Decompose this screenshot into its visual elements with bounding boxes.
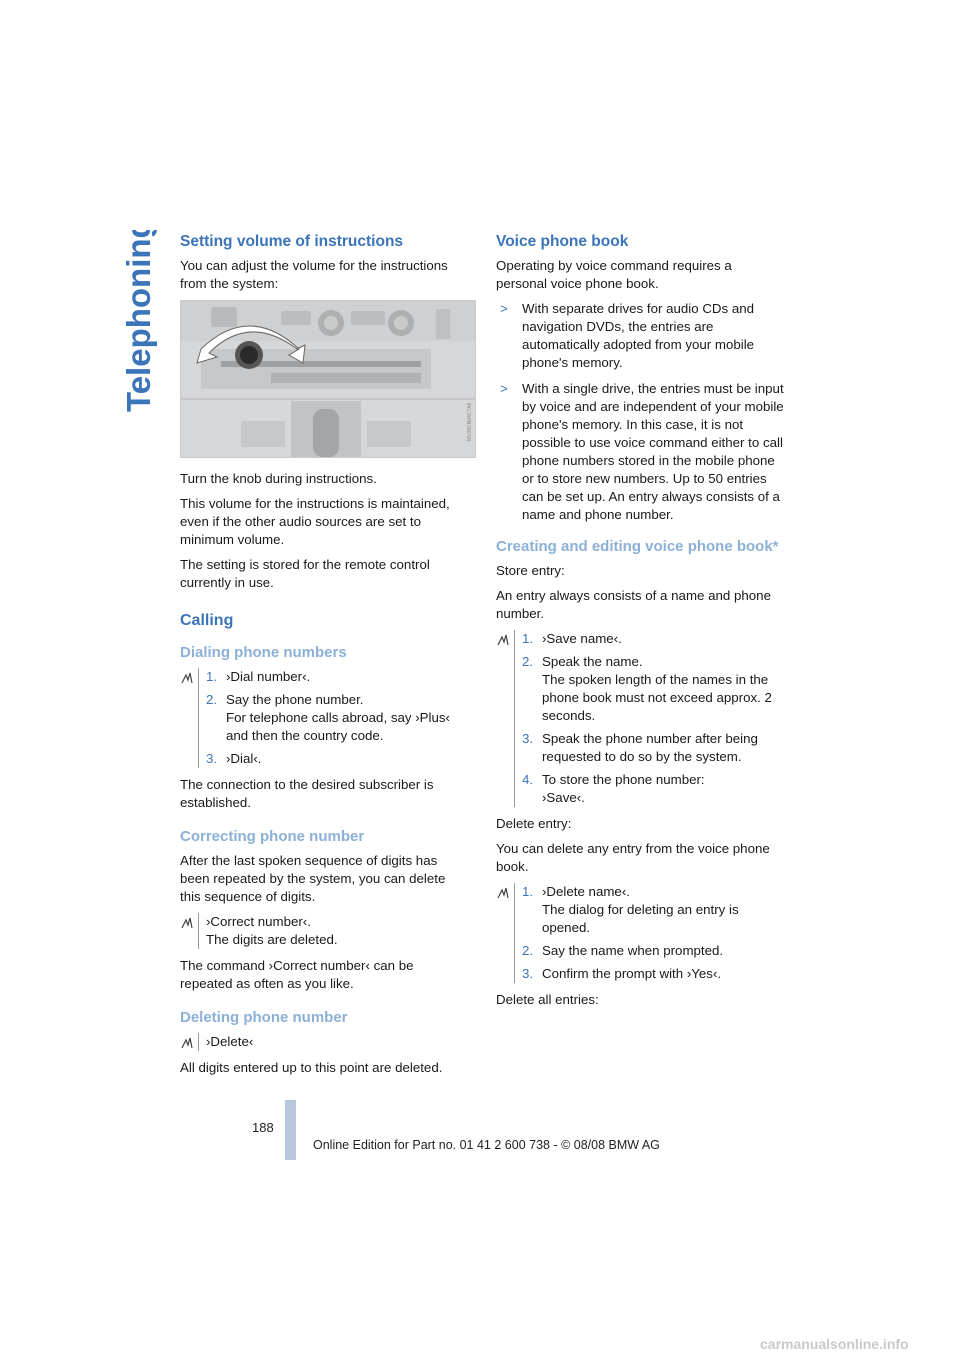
p-correcting: After the last spoken sequence of digits has been repeated by the system, you can delete this sequence of digits. [180, 853, 446, 904]
voice-block-delete-entry: 1. ›Delete name‹. The dialog for deleting an entry is opened. 2. Say the name when prompted. 3. Confirm the prompt with ›Yes‹. [496, 883, 786, 983]
p-delete-all: Delete all entries: [496, 992, 599, 1007]
heading-voice-book: Voice phone book [496, 233, 629, 250]
voice-command-icon [496, 633, 510, 647]
side-title-text: Telephoning [120, 230, 157, 412]
voice-block-delete: ›Delete‹ [180, 1033, 462, 1051]
heading-deleting: Deleting phone number [180, 1009, 348, 1026]
p-delete-entry: Delete entry: [496, 816, 572, 831]
p-store-entry: Store entry: [496, 563, 565, 578]
figure-code: MV08CN04C7A6 [467, 402, 473, 441]
heading-dialing: Dialing phone numbers [180, 644, 347, 661]
footer-edition: Online Edition for Part no. 01 41 2 600 738 - © 08/08 BMW AG [313, 1138, 660, 1152]
dial-step: 1. ›Dial number‹. [206, 669, 311, 684]
voice-command-icon [180, 1036, 194, 1050]
left-column [180, 232, 473, 1084]
voice-block-dial [180, 668, 462, 768]
p-connection: The connection to the desired subscriber is established. [180, 777, 434, 810]
right-column [496, 232, 786, 1016]
bullet-item: > With separate drives for audio CDs and navigation DVDs, the entries are automatically adopted from your mobile phone's memory. [500, 301, 755, 370]
p-volume-intro: You can adjust the volume for the instructions from the system: [180, 258, 448, 291]
side-title [110, 230, 160, 420]
dial-step: 3. ›Dial‹. [206, 751, 262, 766]
p-entry-consists: An entry always consists of a name and phone number. [496, 588, 771, 621]
p-can-delete: You can delete any entry from the voice phone book. [496, 841, 770, 874]
heading-creating: Creating and editing voice phone book* [496, 538, 779, 555]
p-turn-knob: Turn the knob during instructions. [180, 471, 377, 486]
voice-command-icon [180, 916, 194, 930]
p-voice-intro: Operating by voice command requires a personal voice phone book. [496, 258, 732, 291]
watermark: carmanualsonline.info [760, 1336, 909, 1352]
control-panel-image [180, 300, 476, 458]
p-stored: The setting is stored for the remote control currently in use. [180, 557, 430, 590]
dial-step: 2. Say the phone number. For telephone calls abroad, say ›Plus‹ and then the country code. [206, 692, 450, 743]
voice-block-save: 1. ›Save name‹. 2. Speak the name. The spoken length of the names in the phone book must not exceed approx. 2 seconds. 3. Speak the phone number after being requested to do so by the system. 4. To store the phone number: ›Save‹. [496, 630, 786, 807]
heading-correcting: Correcting phone number [180, 828, 365, 845]
p-repeat: The command ›Correct number‹ can be repeated as often as you like. [180, 958, 414, 991]
p-maintained: This volume for the instructions is maintained, even if the other audio sources are set to minimum volume. [180, 496, 450, 547]
voice-command-icon [180, 671, 194, 685]
p-all-deleted: All digits entered up to this point are deleted. [180, 1060, 443, 1075]
voice-block-correct: ›Correct number‹. The digits are deleted. [180, 913, 462, 949]
footer-accent-bar [285, 1100, 296, 1160]
voice-command-icon [496, 886, 510, 900]
page-number: 188 [252, 1120, 274, 1135]
heading-calling: Calling [180, 612, 234, 629]
heading-volume: Setting volume of instructions [180, 233, 404, 250]
bullet-item: > With a single drive, the entries must be input by voice and are independent of your mobile phone's memory. In this case, it is not possible to use voice command either to call phone numbers stored in the mobile phone or to store new numbers. Up to 50 entries can be set up. An entry always consists of a name and phone number. [500, 381, 784, 522]
